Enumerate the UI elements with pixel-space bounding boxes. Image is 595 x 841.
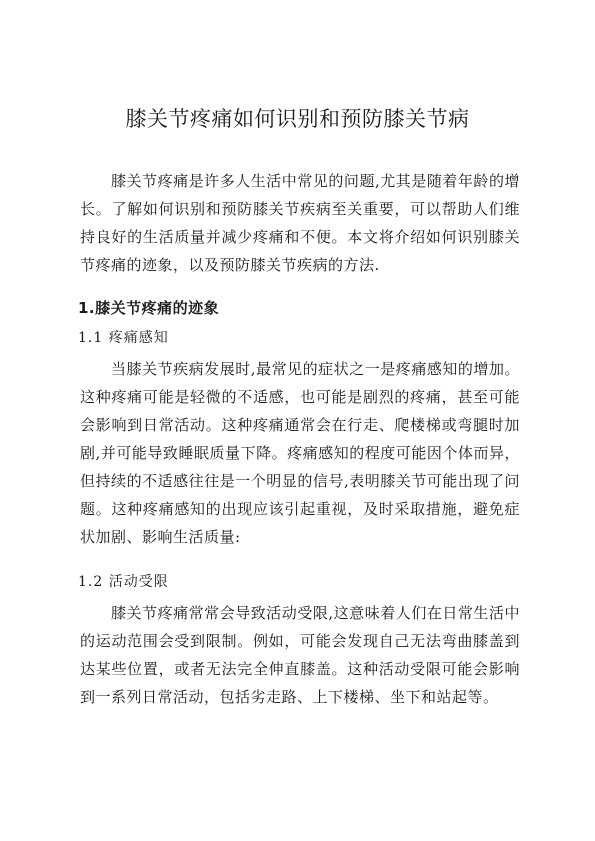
document-title: 膝关节疼痛如何识别和预防膝关节病: [125, 107, 470, 131]
section-heading: 1.膝关节疼痛的迹象: [78, 299, 220, 317]
subsection-heading-pain: 1.1 疼痛感知: [78, 330, 169, 346]
mobility-paragraph: 膝关节疼痛常常会导致活动受限,这意味着人们在日常生活中的运动范围会受到限制。例如，可能会发现自己无法弯曲膝盖到达某些位置，或者无法完全伸直膝盖。这种活动受限可能会影响到一系列日常活动，包括劣走路、上下楼梯、坐下和站起等。: [80, 604, 520, 706]
pain-paragraph: 当膝关节疾病发展时,最常见的症状之一是疼痛感知的增加。这种疼痛可能是轻微的不适感，也可能是剧烈的疼痛，甚至可能会影响到日常活动。这种疼痛通常会在行走、爬楼梯或弯腿时加剧,并可能导致睡眠质量下降。疼痛感知的程度可能因个体而异，但持续的不适感往往是一个明显的信号,表明膝关节可能出现了问题。这种疼痛感知的出现应该引起重视，及时采取措施，避免症状加剧、影响生活质量:: [80, 360, 520, 546]
subsection-heading-mobility: 1.2 活动受限: [78, 574, 169, 590]
intro-paragraph: 膝关节疼痛是许多人生活中常见的问题,尤其是随着年龄的增长。了解如何识别和预防膝关节疾病至关重要，可以帮助人们维持良好的生活质量并减少疼痛和不便。本文将介绍如何识别膝关节疼痛的迹象，以及预防膝关节疾病的方法.: [80, 172, 520, 274]
